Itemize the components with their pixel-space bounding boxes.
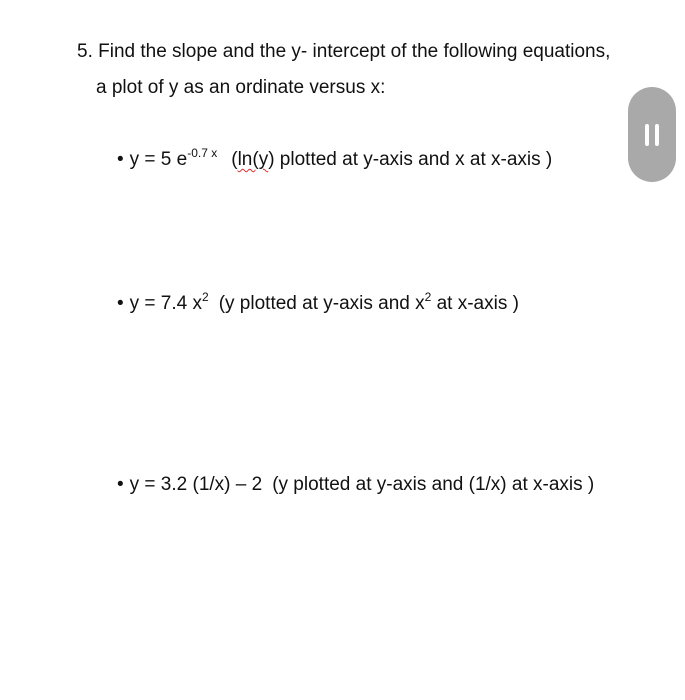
bullet-item-3 bbox=[117, 473, 594, 497]
note-text: (y plotted at y-axis and (1/x) at x-axis ) bbox=[272, 474, 595, 495]
drag-handle-button[interactable] bbox=[628, 87, 676, 182]
equation-base: y = 5 e bbox=[129, 149, 188, 170]
note-text-part-2: at x-axis ) bbox=[431, 293, 519, 314]
drag-handle-icon-bar bbox=[655, 124, 659, 146]
equation-base: y = 7.4 x bbox=[129, 293, 203, 314]
note-exponent: 2 bbox=[424, 290, 432, 304]
bullet-symbol: • bbox=[117, 293, 124, 314]
note-text-part-1: (y plotted at y-axis and x bbox=[218, 293, 425, 314]
equation: y = 3.2 (1/x) – 2 bbox=[129, 474, 263, 495]
bullet-item-1 bbox=[117, 148, 552, 172]
equation-exponent: 2 bbox=[202, 290, 209, 304]
spellcheck-flagged-word[interactable]: ln(y bbox=[237, 149, 269, 170]
note-open-paren: ( bbox=[231, 149, 238, 170]
bullet-symbol: • bbox=[117, 474, 124, 495]
equation-exponent: -0.7 x bbox=[187, 146, 218, 160]
question-line-2: a plot of y as an ordinate versus x: bbox=[96, 77, 386, 98]
note-text: ) plotted at y-axis and x at x-axis ) bbox=[268, 149, 553, 170]
question-line-1: 5. Find the slope and the y- intercept of the following equations, bbox=[77, 41, 611, 62]
drag-handle-icon bbox=[645, 124, 649, 146]
bullet-item-2 bbox=[117, 292, 519, 316]
bullet-symbol: • bbox=[117, 149, 124, 170]
